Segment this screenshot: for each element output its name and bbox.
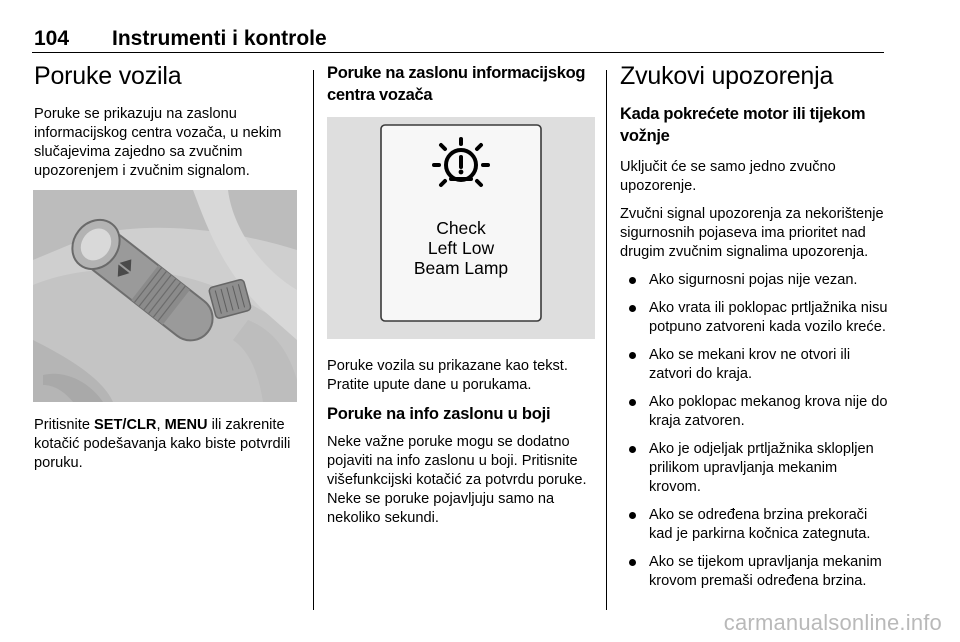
list-item [620, 346, 888, 384]
page-number: 104 [34, 27, 70, 50]
set-clr-key: SET/CLR [94, 417, 157, 433]
column-driver-info-messages [327, 62, 595, 537]
single-chime-paragraph: Uključit će se samo jedno zvučno upozorenje. [620, 159, 836, 194]
list-item [620, 553, 888, 591]
warning-conditions-list [620, 271, 888, 591]
list-item [620, 271, 888, 290]
list-item [620, 393, 888, 431]
heading-driver-info-display: Poruke na zaslonu informacijskog centra vozača [327, 64, 586, 104]
display-line-2: Left Low [427, 238, 495, 258]
site-watermark: carmanualsonline.info [723, 610, 942, 635]
confirm-instruction [34, 416, 298, 473]
list-item-text: Ako sigurnosni pojas nije vezan. [649, 272, 858, 288]
section-title: Instrumenti i kontrole [112, 27, 327, 50]
list-item-text: Ako poklopac mekanog krova nije do kraja zatvoren. [649, 394, 888, 429]
bullet-icon [629, 512, 636, 519]
column-divider-2 [606, 70, 607, 610]
bullet-icon [629, 277, 636, 284]
steering-column-stalk-photo [33, 190, 297, 402]
column-divider-1 [313, 70, 314, 610]
heading-starting-driving: Kada pokrećete motor ili tijekom vožnje [620, 105, 866, 145]
list-item [620, 440, 888, 497]
messages-text-paragraph: Poruke vozila su prikazane kao tekst. Pratite upute dane u porukama. [327, 358, 568, 393]
bullet-icon [629, 352, 636, 359]
column-warning-chimes [620, 62, 888, 600]
bullet-icon [629, 305, 636, 312]
instruction-text-end: ili zakrenite kotačić podešavanja kako biste potvrdili poruku. [34, 417, 291, 471]
page-header [32, 24, 884, 53]
instruction-separator: , [156, 417, 165, 433]
heading-color-info-display: Poruke na info zaslonu u boji [327, 405, 551, 423]
menu-key: MENU [164, 417, 208, 433]
bullet-icon [629, 399, 636, 406]
bullet-icon [629, 559, 636, 566]
heading-warning-chimes: Zvukovi upozorenja [620, 62, 834, 90]
intro-paragraph: Poruke se prikazuju na zaslonu informacijskog centra vozača, u nekim slučajevima zajedno sa zvučnim upozorenjem i zvučnim signalom. [34, 106, 282, 179]
list-item-text: Ako se mekani krov ne otvori ili zatvori do kraja. [649, 347, 851, 382]
color-display-paragraph: Neke važne poruke mogu se dodatno pojaviti na info zaslonu u boji. Pritisnite višefunkcijski kotačić za potvrdu poruke. Neke se poruke pojavljuju samo na nekoliko sekundi. [327, 434, 587, 526]
instruction-text: Pritisnite [34, 417, 95, 433]
list-item-text: Ako vrata ili poklopac prtljažnika nisu potpuno zatvoreni kada vozilo kreće. [649, 300, 888, 335]
seatbelt-priority-paragraph: Zvučni signal upozorenja za nekorištenje sigurnosnih pojaseva ima prioritet nad drugim zvučnim signalima upozorenja. [620, 206, 884, 260]
list-item [620, 506, 888, 544]
column-vehicle-messages [34, 62, 298, 482]
driver-info-display-illustration [327, 117, 595, 339]
display-line-1: Check [436, 218, 486, 238]
list-item-text: Ako se određena brzina prekorači kad je parkirna kočnica zategnuta. [649, 507, 871, 542]
heading-vehicle-messages: Poruke vozila [34, 62, 182, 90]
list-item [620, 299, 888, 337]
list-item-text: Ako se tijekom upravljanja mekanim krovom premaši određena brzina. [649, 554, 882, 589]
bullet-icon [629, 446, 636, 453]
list-item-text: Ako je odjeljak prtljažnika sklopljen prilikom upravljanja mekanim krovom. [649, 441, 874, 495]
display-line-3: Beam Lamp [413, 258, 509, 278]
